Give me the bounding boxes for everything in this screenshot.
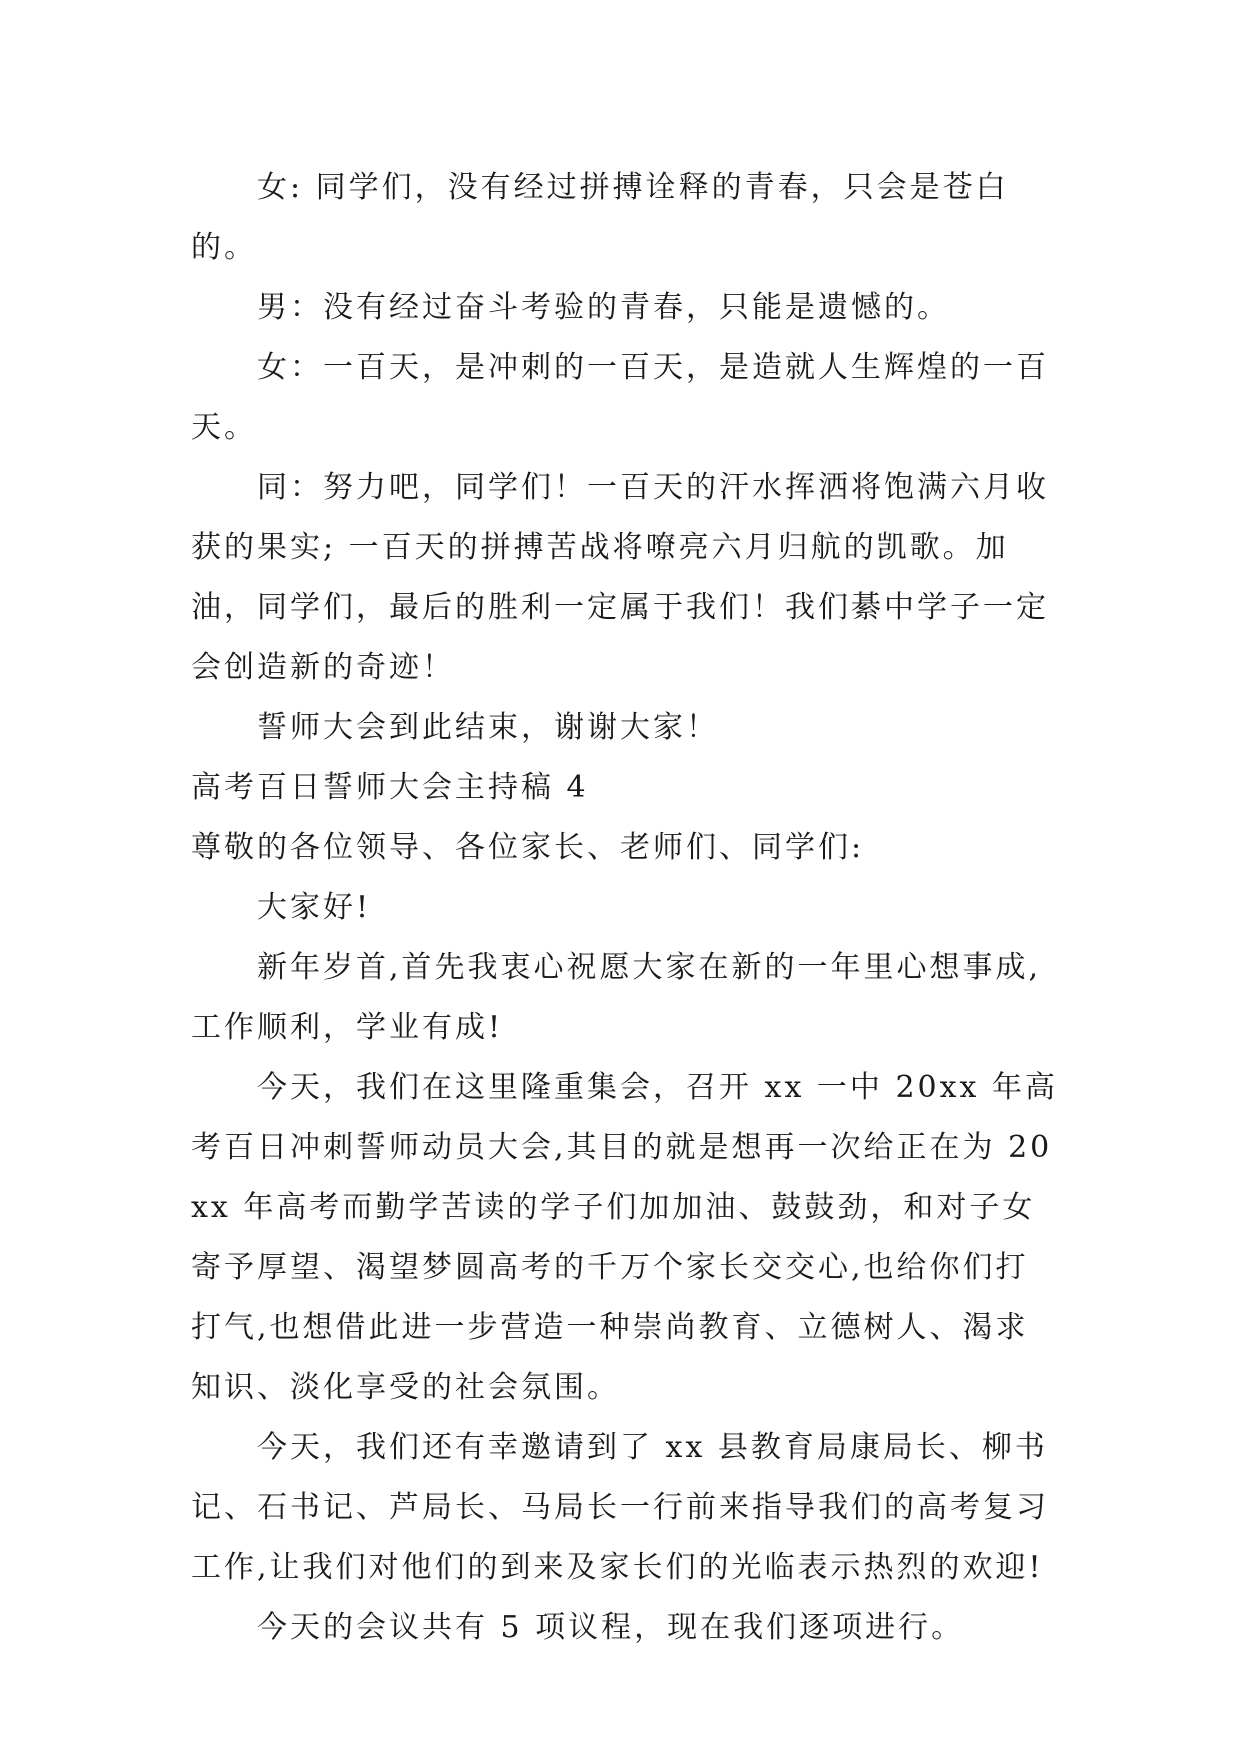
paragraph: 女: 同学们，没有经过拼搏诠释的青春，只会是苍白的。 [191,170,1009,265]
paragraph: 男：没有经过奋斗考验的青春，只能是遗憾的。 [257,290,950,325]
section-heading: 高考百日誓师大会主持稿 4 [191,770,589,805]
paragraph: 今天的会议共有 5 项议程，现在我们逐项进行。 [257,1610,965,1645]
paragraph: 今天，我们还有幸邀请到了 xx 县教育局康局长、柳书记、石书记、芦局长、马局长一行前来指导我们的高考复习工作,让我们对他们的到来及家长们的光临表示热烈的欢迎! [191,1430,1049,1585]
paragraph: 新年岁首,首先我衷心祝愿大家在新的一年里心想事成,工作顺利，学业有成! [191,950,1042,1045]
paragraph: 同：努力吧，同学们！一百天的汗水挥洒将饱满六月收获的果实; 一百天的拼搏苦战将嘹亮六月归航的凯歌。加油，同学们，最后的胜利一定属于我们！我们綦中学子一定会创造新的奇迹！ [191,470,1049,685]
paragraph: 女：一百天，是冲刺的一百天，是造就人生辉煌的一百天。 [191,350,1049,445]
salutation: 尊敬的各位领导、各位家长、老师们、同学们: [191,830,865,865]
paragraph: 今天，我们在这里隆重集会，召开 xx 一中 20xx 年高考百日冲刺誓师动员大会,其目的就是想再一次给正在为 20xx 年高考而勤学苦读的学子们加加油、鼓鼓劲，和对子女寄予厚望、渴望梦圆高考的千万个家长交交心,也给你们打打气,也想借此进一步营造一种崇尚教育、立德树人、渴求知识、淡化享受的社会氛围。 [191,1070,1058,1405]
paragraph: 大家好! [257,890,372,925]
paragraph: 誓师大会到此结束，谢谢大家！ [257,710,719,745]
document-body [191,158,1061,1658]
